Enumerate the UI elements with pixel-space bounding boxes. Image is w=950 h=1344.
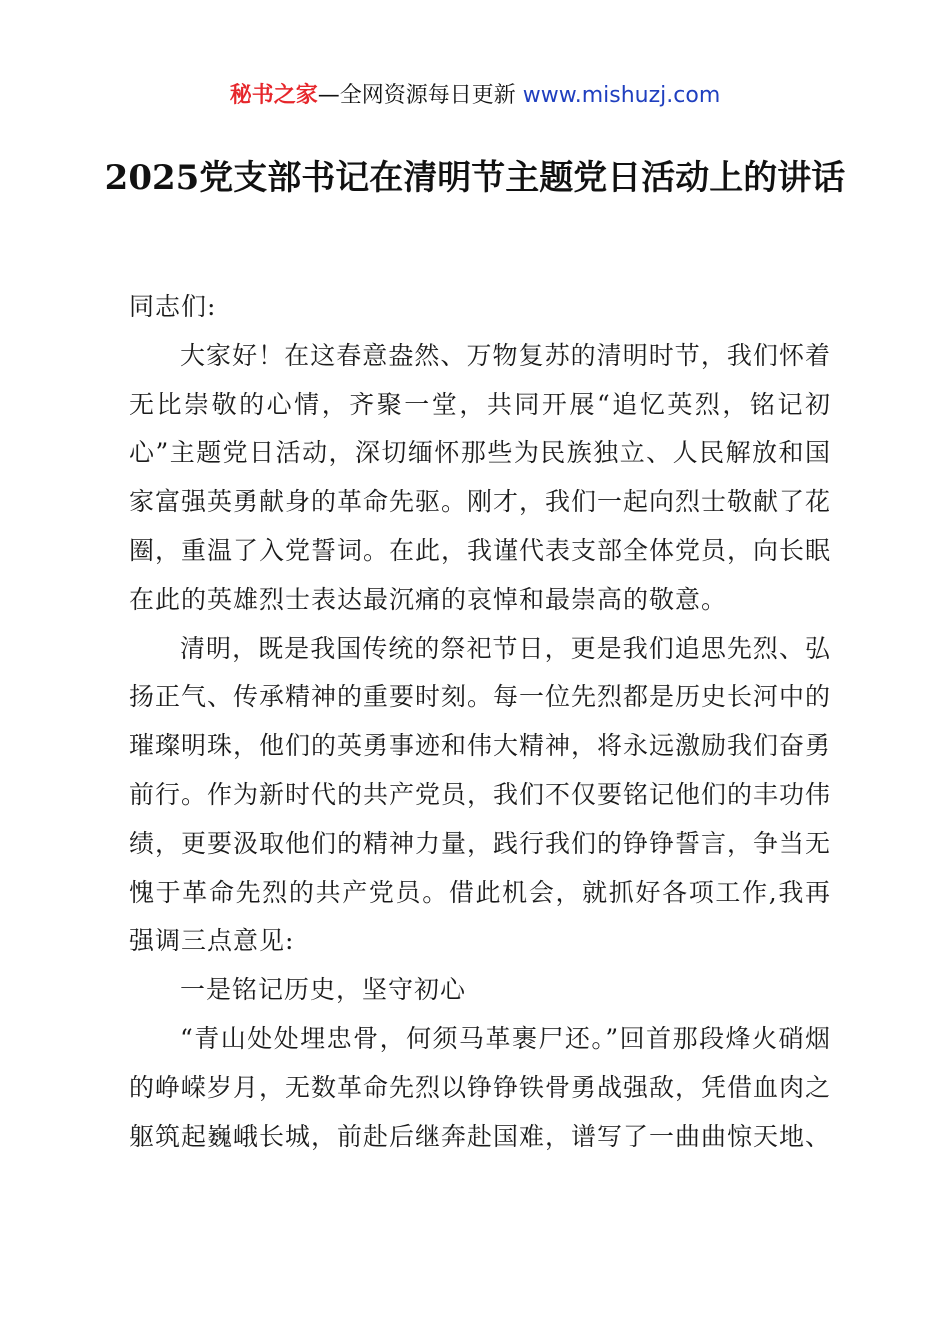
salutation: 同志们: [129, 292, 217, 321]
paragraph: “青山处处埋忠骨，何须马革裹尸还。”回首那段烽火硝烟的峥嵘岁月，无数革命先烈以铮铮铁骨勇战强敌，凭借血肉之躯筑起巍峨长城，前赴后继奔赴国难，谱写了一曲曲惊天地、 [129, 1023, 832, 1151]
document-body [129, 283, 831, 1161]
site-tagline: —全网资源每日更新 [317, 83, 516, 108]
site-header [0, 80, 950, 112]
paragraph: 大家好！在这春意盎然、万物复苏的清明时节，我们怀着无比崇敬的心情，齐聚一堂，共同开展“追忆英烈，铭记初心”主题党日活动，深切缅怀那些为民族独立、人民解放和国家富强英勇献身的革命先驱。刚才，我们一起向烈士敬献了花圈，重温了入党誓词。在此，我谨代表支部全体党员，向长眠在此的英雄烈士表达最沉痛的哀悼和最崇高的敬意。 [129, 340, 832, 614]
section-heading: 一是铭记历史，坚守初心 [180, 975, 467, 1005]
paragraph: 清明，既是我国传统的祭祀节日，更是我们追思先烈、弘扬正气、传承精神的重要时刻。每一位先烈都是历史长河中的璀璨明珠，他们的英勇事迹和伟大精神，将永远激励我们奋勇前行。作为新时代的共产党员，我们不仅要铭记他们的丰功伟绩，更要汲取他们的精神力量，践行我们的铮铮誓言，争当无愧于革命先烈的共产党员。借此机会，就抓好各项工作,我再强调三点意见: [129, 633, 832, 956]
site-brand: 秘书之家 [229, 83, 318, 108]
site-url-link[interactable]: www.mishuzj.com [522, 83, 721, 108]
document-title: 2025党支部书记在清明节主题党日活动上的讲话 [104, 158, 846, 198]
